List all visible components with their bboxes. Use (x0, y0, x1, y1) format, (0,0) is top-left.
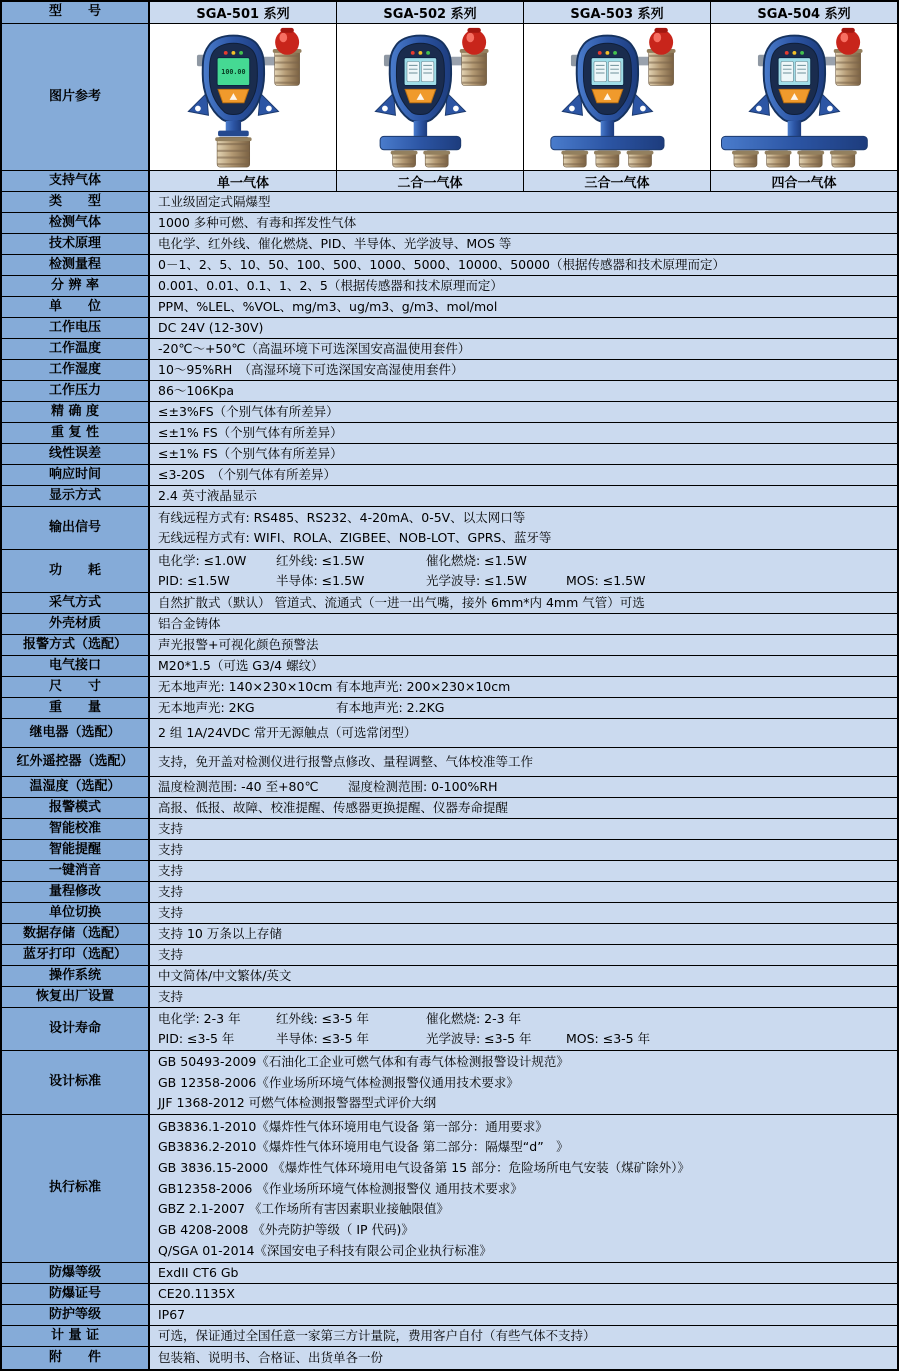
row-value: 支持 (158, 842, 184, 858)
row-value-segment: 光学波导: ≤1.5W (426, 573, 527, 589)
row-content (150, 1051, 897, 1114)
row-label: 温湿度（选配） (2, 777, 150, 797)
row-value: 支持 (158, 821, 184, 837)
row-value-segment: 红外线: ≤3-5 年 (276, 1011, 370, 1027)
model-header: SGA-502 系列 (336, 2, 523, 23)
row-value: GB 50493-2009《石油化工企业可燃气体和有毒气体检测报警设计规范》 (158, 1054, 569, 1070)
row-label: 一键消音 (2, 861, 150, 881)
row-label: 电气接口 (2, 656, 150, 676)
row-value: 支持 (158, 884, 184, 900)
row-value: 2 组 1A/24VDC 常开无源触点（可选常闭型） (158, 725, 417, 741)
row-content (150, 966, 897, 986)
table-row (2, 297, 897, 318)
row-value (158, 778, 897, 796)
row-label: 计 量 证 (2, 1326, 150, 1346)
row-value-segment: 无本地声光: 2KG (158, 700, 255, 716)
row-value-segment: 半导体: ≤1.5W (276, 573, 365, 589)
row-value: GB 4208-2008 《外壳防护等级（ IP 代码)》 (158, 1222, 414, 1238)
row-label: 检测气体 (2, 213, 150, 233)
row-label: 报警模式 (2, 798, 150, 818)
table-row (2, 635, 897, 656)
row-content (150, 903, 897, 923)
product-image (523, 24, 710, 170)
row-content (150, 1347, 897, 1369)
table-row (2, 903, 897, 924)
row-content (150, 1115, 897, 1262)
row-content (150, 798, 897, 818)
row-value: ≤±1% FS（个别气体有所差异） (158, 446, 343, 462)
table-row (2, 698, 897, 719)
row-value: 可选，保证通过全国任意一家第三方计量院，费用客户自付（有些气体不支持） (158, 1328, 596, 1344)
row-value (158, 699, 897, 717)
row-value (158, 552, 897, 570)
row-content (150, 987, 897, 1007)
row-content (150, 213, 897, 233)
row-value: PPM、%LEL、%VOL、mg/m3、ug/m3、g/m3、mol/mol (158, 299, 498, 315)
row-value (158, 678, 897, 696)
table-row (2, 882, 897, 903)
row-label: 类 型 (2, 192, 150, 212)
row-content (150, 192, 897, 212)
row-value: GB 12358-2006《作业场所环境气体检测报警仪通用技术要求》 (158, 1074, 519, 1090)
row-label: 执行标准 (2, 1115, 150, 1262)
row-value: GB12358-2006 《作业场所环境气体检测报警仪 通用技术要求》 (158, 1180, 523, 1196)
gas-detector-illustration (339, 26, 521, 168)
table-row (2, 966, 897, 987)
row-label: 技术原理 (2, 234, 150, 254)
row-label: 线性误差 (2, 444, 150, 464)
row-content (150, 677, 897, 697)
row-value: 有线远程方式有: RS485、RS232、4-20mA、0-5V、以太网口等 (158, 510, 526, 526)
row-value-segment: 催化燃烧: 2-3 年 (426, 1011, 522, 1027)
row-value-segment: 有本地声光: 200×230×10cm (336, 679, 511, 695)
table-row (2, 402, 897, 423)
row-content (150, 255, 897, 275)
table-row-images (2, 24, 897, 171)
row-value: ≤±3%FS（个别气体有所差异） (158, 404, 339, 420)
row-content (150, 698, 897, 718)
row-content (150, 276, 897, 296)
supported-gas-value: 单一气体 (216, 175, 269, 191)
row-value-segment: MOS: ≤3-5 年 (566, 1031, 651, 1047)
row-content (150, 924, 897, 944)
row-content (150, 444, 897, 464)
table-row (2, 593, 897, 614)
row-value-segment: 红外线: ≤1.5W (276, 553, 365, 569)
row-content (150, 882, 897, 902)
row-label: 重 复 性 (2, 423, 150, 443)
gas-detector-illustration (713, 26, 895, 168)
row-content (150, 402, 897, 422)
row-label: 操作系统 (2, 966, 150, 986)
row-value-segment: 催化燃烧: ≤1.5W (426, 553, 527, 569)
row-value: 电化学、红外线、催化燃烧、PID、半导体、光学波导、MOS 等 (158, 236, 512, 252)
row-value-segment: 电化学: ≤1.0W (158, 553, 247, 569)
product-image (710, 24, 897, 170)
row-label: 智能校准 (2, 819, 150, 839)
row-value: 支持 (158, 905, 184, 921)
table-row (2, 276, 897, 297)
row-content (150, 234, 897, 254)
table-row (2, 1284, 897, 1305)
row-value: JJF 1368-2012 可燃气体检测报警器型式评价大纲 (158, 1095, 437, 1111)
row-value: -20℃～+50℃（高温环境下可选深国安高温使用套件） (158, 341, 471, 357)
table-row (2, 550, 897, 593)
table-row (2, 1115, 897, 1263)
row-label-gas: 支持气体 (2, 171, 150, 191)
model-header: SGA-504 系列 (710, 2, 897, 23)
row-value (158, 572, 897, 590)
row-label: 外壳材质 (2, 614, 150, 634)
row-label: 单 位 (2, 297, 150, 317)
row-content (150, 614, 897, 634)
row-content (150, 748, 897, 776)
row-value: 支持 (158, 947, 184, 963)
row-value: 中文简体/中文繁体/英文 (158, 968, 292, 984)
row-value: CE20.1135X (158, 1286, 235, 1302)
row-value: 支持 10 万条以上存储 (158, 926, 282, 942)
table-row (2, 1051, 897, 1115)
row-value (158, 1010, 897, 1028)
row-value: 10～95%RH （高湿环境下可选深国安高湿使用套件） (158, 362, 464, 378)
row-content (150, 318, 897, 338)
table-row (2, 360, 897, 381)
row-content (150, 656, 897, 676)
table-row (2, 234, 897, 255)
row-value-segment: 湿度检测范围: 0-100%RH (348, 779, 498, 795)
supported-gas-value: 三合一气体 (523, 171, 710, 191)
row-value: 包装箱、说明书、合格证、出货单各一份 (158, 1350, 384, 1366)
row-label: 工作电压 (2, 318, 150, 338)
row-label: 响应时间 (2, 465, 150, 485)
row-value: ≤±1% FS（个别气体有所差异） (158, 425, 343, 441)
table-row-supported-gas (2, 171, 897, 192)
row-label: 设计寿命 (2, 1008, 150, 1050)
row-value-segment: 半导体: ≤3-5 年 (276, 1031, 370, 1047)
row-value: 声光报警+可视化颜色预警法 (158, 637, 319, 653)
row-content (150, 593, 897, 613)
row-value-segment: 电化学: 2-3 年 (158, 1011, 241, 1027)
svg-text:100.00: 100.00 (221, 67, 246, 76)
row-value: GBZ 2.1-2007 《工作场所有害因素职业接触限值》 (158, 1201, 449, 1217)
row-content (150, 1305, 897, 1325)
row-label: 采气方式 (2, 593, 150, 613)
row-label: 防爆等级 (2, 1263, 150, 1283)
table-row (2, 318, 897, 339)
row-value: 支持 (158, 989, 184, 1005)
gas-detector-illustration (152, 26, 334, 168)
row-value-segment: 光学波导: ≤3-5 年 (426, 1031, 532, 1047)
row-value: M20*1.5（可选 G3/4 螺纹） (158, 658, 324, 674)
row-label: 单位切换 (2, 903, 150, 923)
row-label: 蓝牙打印（选配） (2, 945, 150, 965)
row-value: 工业级固定式隔爆型 (158, 194, 271, 210)
row-value: Q/SGA 01-2014《深国安电子科技有限公司企业执行标准》 (158, 1242, 492, 1258)
row-content (150, 1326, 897, 1346)
row-label: 重 量 (2, 698, 150, 718)
row-value: DC 24V (12-30V) (158, 320, 264, 336)
row-label: 恢复出厂设置 (2, 987, 150, 1007)
supported-gas-value: 二合一气体 (336, 171, 523, 191)
row-value: ExdII CT6 Gb (158, 1265, 239, 1281)
model-header: SGA-503 系列 (523, 2, 710, 23)
table-row (2, 924, 897, 945)
table-row (2, 423, 897, 444)
row-content (150, 507, 897, 549)
row-label: 精 确 度 (2, 402, 150, 422)
row-label-image: 图片参考 (2, 24, 150, 170)
table-row (2, 945, 897, 966)
table-row (2, 444, 897, 465)
row-value: IP67 (158, 1307, 186, 1323)
model-header: SGA-501 系列 (196, 7, 290, 22)
row-content (150, 861, 897, 881)
row-value: GB3836.2-2010《爆炸性气体环境用电气设备 第二部分：隔爆型“d” 》 (158, 1139, 569, 1155)
row-value: 支持 (158, 863, 184, 879)
table-row-model (2, 2, 897, 24)
row-label: 显示方式 (2, 486, 150, 506)
row-content (150, 423, 897, 443)
row-value: 2.4 英寸液晶显示 (158, 488, 257, 504)
row-value: 支持，免开盖对检测仪进行报警点修改、量程调整、气体校准等工作 (158, 754, 534, 770)
row-value: GB 3836.15-2000 《爆炸性气体环境用电气设备第 15 部分：危险场所电气安装（煤矿除外）》 (158, 1160, 690, 1175)
row-label: 功 耗 (2, 550, 150, 592)
table-row (2, 1326, 897, 1347)
row-value-segment: 温度检测范围: -40 至+80℃ (158, 779, 319, 795)
row-content (150, 360, 897, 380)
table-row (2, 465, 897, 486)
row-content (150, 465, 897, 485)
row-value: 自然扩散式（默认） 管道式、流通式（一进一出气嘴，接外 6mm*内 4mm 气管）可选 (158, 595, 645, 611)
row-content (150, 339, 897, 359)
row-value: GB3836.1-2010《爆炸性气体环境用电气设备 第一部分：通用要求》 (158, 1118, 548, 1134)
table-row (2, 486, 897, 507)
row-label: 红外遥控器（选配） (2, 748, 150, 776)
table-row (2, 255, 897, 276)
table-row (2, 1008, 897, 1051)
table-row (2, 1263, 897, 1284)
row-content (150, 550, 897, 592)
table-row (2, 840, 897, 861)
row-content (150, 297, 897, 317)
table-row (2, 339, 897, 360)
row-label: 防爆证号 (2, 1284, 150, 1304)
product-image (150, 24, 336, 170)
row-content (150, 635, 897, 655)
table-row (2, 1347, 897, 1369)
table-row (2, 381, 897, 402)
row-value-segment: 无本地声光: 140×230×10cm (158, 679, 333, 695)
row-label: 量程修改 (2, 882, 150, 902)
row-label: 分 辨 率 (2, 276, 150, 296)
row-value: 0.001、0.01、0.1、1、2、5（根据传感器和技术原理而定） (158, 278, 503, 294)
row-content (150, 945, 897, 965)
row-value: ≤3-20S （个别气体有所差异） (158, 467, 337, 483)
gas-value-cells (150, 171, 897, 191)
table-row (2, 1305, 897, 1326)
row-label: 防护等级 (2, 1305, 150, 1325)
row-value-segment: PID: ≤1.5W (158, 573, 230, 589)
row-label: 输出信号 (2, 507, 150, 549)
row-label: 检测量程 (2, 255, 150, 275)
product-image-cells (150, 24, 897, 170)
row-label: 设计标准 (2, 1051, 150, 1114)
table-row (2, 213, 897, 234)
row-content (150, 1263, 897, 1283)
spec-rows (2, 192, 897, 1369)
table-row (2, 777, 897, 798)
row-content (150, 819, 897, 839)
table-row (2, 656, 897, 677)
row-label: 工作温度 (2, 339, 150, 359)
table-row (2, 614, 897, 635)
model-header-cells (150, 2, 897, 23)
row-value-segment: MOS: ≤1.5W (566, 573, 646, 589)
row-value: 0－1、2、5、10、50、100、500、1000、5000、10000、50000（根据传感器和技术原理而定） (158, 257, 725, 273)
row-value-segment: PID: ≤3-5 年 (158, 1031, 235, 1047)
table-row (2, 819, 897, 840)
row-value: 86～106Kpa (158, 383, 235, 399)
row-value: 1000 多种可燃、有毒和挥发性气体 (158, 215, 357, 231)
row-label: 尺 寸 (2, 677, 150, 697)
row-value: 高报、低报、故障、校准提醒、传感器更换提醒、仪器寿命提醒 (158, 800, 509, 816)
row-label: 数据存储（选配） (2, 924, 150, 944)
row-content (150, 719, 897, 747)
row-content (150, 777, 897, 797)
row-label-model: 型 号 (2, 2, 150, 23)
row-value (158, 1030, 897, 1048)
row-content (150, 486, 897, 506)
row-value: 铝合金铸体 (158, 616, 221, 632)
table-row (2, 748, 897, 777)
row-label: 工作湿度 (2, 360, 150, 380)
row-value-segment: 有本地声光: 2.2KG (336, 700, 445, 716)
gas-detector-illustration (526, 26, 708, 168)
row-label: 继电器（选配） (2, 719, 150, 747)
table-row (2, 192, 897, 213)
table-row (2, 677, 897, 698)
row-content (150, 381, 897, 401)
table-row (2, 798, 897, 819)
supported-gas-value: 四合一气体 (710, 171, 897, 191)
row-content (150, 1284, 897, 1304)
row-label: 智能提醒 (2, 840, 150, 860)
table-row (2, 861, 897, 882)
row-content (150, 1008, 897, 1050)
table-row (2, 719, 897, 748)
row-content (150, 840, 897, 860)
table-row (2, 507, 897, 550)
row-value: 无线远程方式有: WIFI、ROLA、ZIGBEE、NOB-LOT、GPRS、蓝牙等 (158, 530, 552, 546)
table-row (2, 987, 897, 1008)
row-label: 附 件 (2, 1347, 150, 1369)
row-label: 报警方式（选配） (2, 635, 150, 655)
product-image (336, 24, 523, 170)
row-label: 工作压力 (2, 381, 150, 401)
